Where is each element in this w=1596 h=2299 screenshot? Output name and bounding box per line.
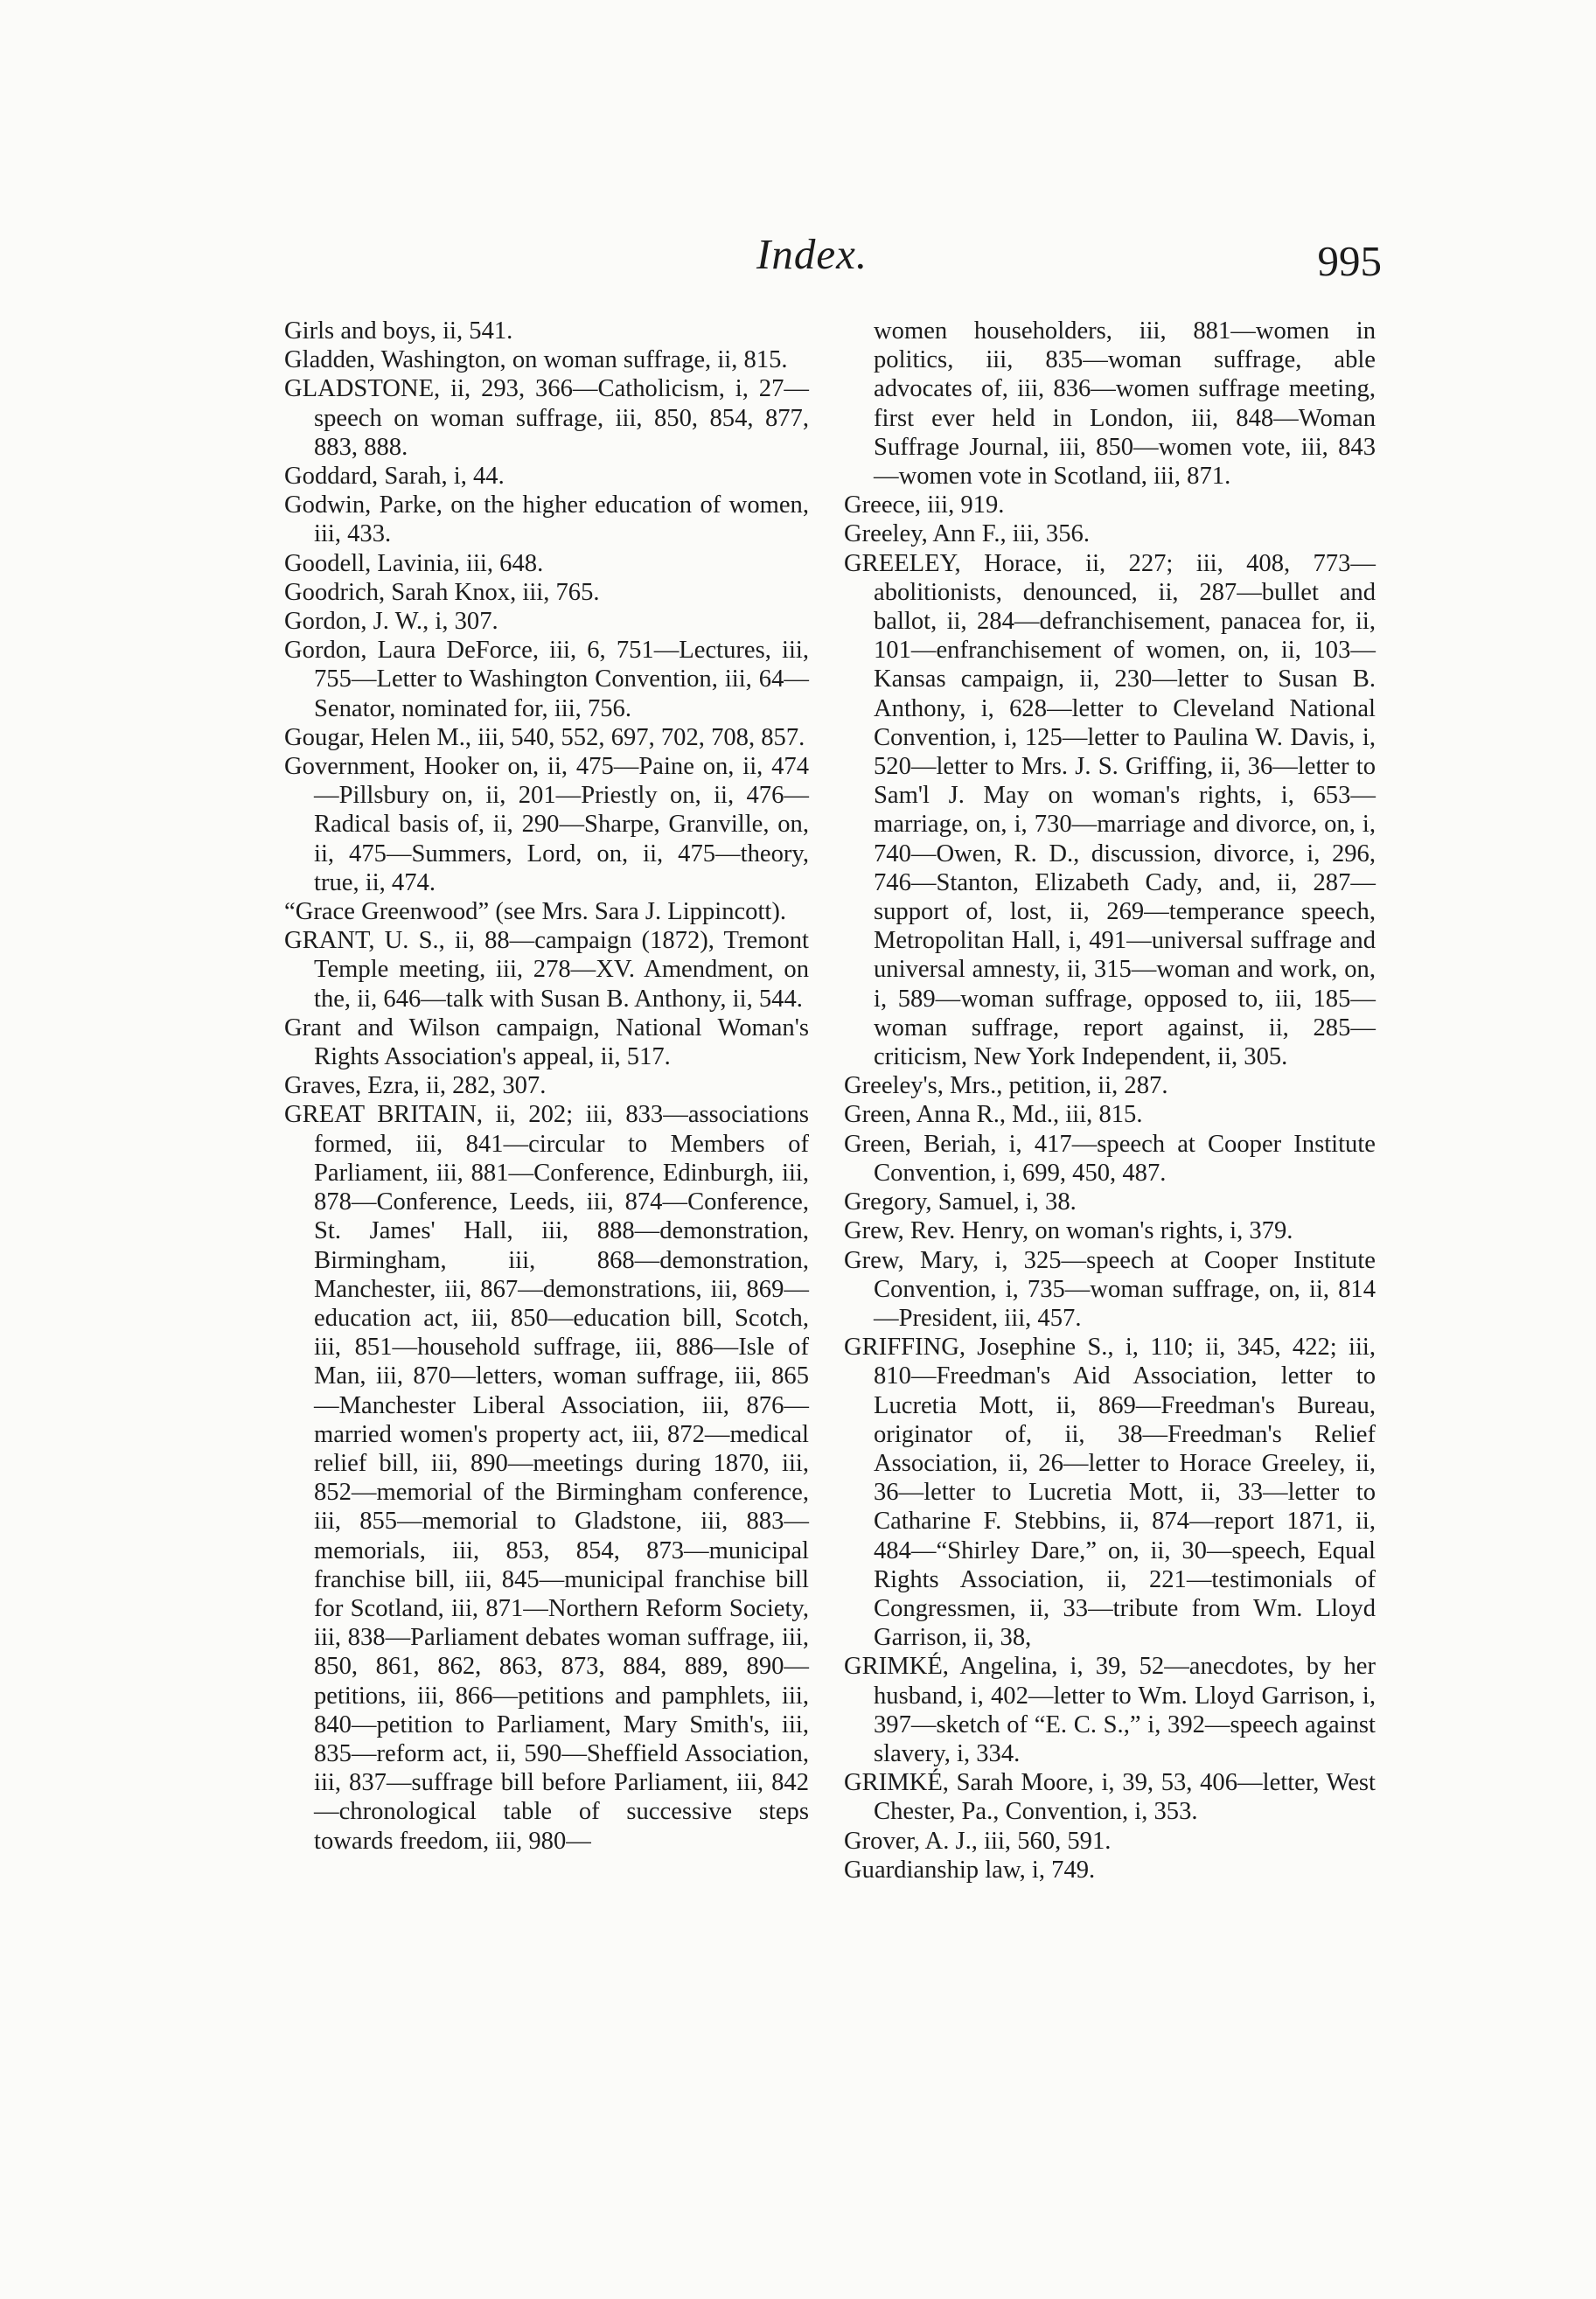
index-entry: GRIFFING, Josephine S., i, 110; ii, 345, 422; iii, 810—Freedman's Aid Association, letter to Lucretia Mott, ii, 869—Freedman's Bureau, originator of, ii, 38—Freedman's Relief Association, ii, 26—letter to Horace Greeley, ii, 36—letter to Lucretia Mott, ii, 33—letter to Catharine F. Stebbins, ii, 874—report 1871, ii, 484—“Shirley Dare,” on, ii, 30—speech, Equal Rights Association, ii, 221—testimonials of Congressmen, ii, 33—tribute from Wm. Lloyd Garrison, ii, 38, xyxy=(844,1334,1376,1652)
index-entry: Goddard, Sarah, i, 44. xyxy=(284,463,505,491)
index-entry: Grew, Rev. Henry, on woman's rights, i, 379. xyxy=(844,1217,1293,1245)
index-entry: GREAT BRITAIN, ii, 202; iii, 833—associations formed, iii, 841—circular to Members of Parliament, iii, 881—Conference, Edinburgh, iii, 878—Conference, Leeds, iii, 874—Conference, St. James' Hall, iii, 888—demonstration, Birmingham, iii, 868—demonstration, Manchester, iii, 867—demonstrations, iii, 869—education act, iii, 850—education bill, Scotch, iii, 851—household suffrage, iii, 886—Isle of Man, iii, 870—letters, woman suffrage, iii, 865—Manchester Liberal Association, iii, 876—married women's property act, iii, 872—medical relief bill, iii, 890—meetings during 1870, iii, 852—memorial of the Birmingham conference, iii, 855—memorial to Gladstone, iii, 883—memorials, iii, 853, 854, 873—municipal franchise bill, iii, 845—municipal franchise bill for Scotland, iii, 871—Northern Reform Society, iii, 838—Parliament debates woman suffrage, iii, 850, 861, 862, 863, 873, 884, 889, 890—petitions, iii, 866—petitions and pamphlets, iii, 840—petition to Parliament, Mary Smith's, iii, 835—reform act, ii, 590—Sheffield Association, iii, 837—suffrage bill before Parliament, iii, 842—chronological table of successive steps towards freedom, iii, 980— xyxy=(284,1101,809,1855)
index-entry: Goodell, Lavinia, iii, 648. xyxy=(284,549,544,577)
index-column-left xyxy=(284,317,809,1856)
index-entry: GREELEY, Horace, ii, 227; iii, 408, 773—abolitionists, denounced, ii, 287—bullet and ballot, ii, 284—defranchisement, panacea for, ii, 101—enfranchisement of women, on, ii, 103—Kansas campaign, ii, 230—letter to Susan B. Anthony, i, 628—letter to Cleveland National Convention, i, 125—letter to Paulina W. Davis, i, 520—letter to Mrs. J. S. Griffing, ii, 36—letter to Sam'l J. May on woman's rights, i, 653—marriage, on, i, 730—marriage and divorce, on, i, 740—Owen, R. D., discussion, divorce, i, 296, 746—Stanton, Elizabeth Cady, and, ii, 287—support of, lost, ii, 269—temperance speech, Metropolitan Hall, i, 491—universal suffrage and universal amnesty, ii, 315—woman and work, on, i, 589—woman suffrage, opposed to, iii, 185—woman suffrage, report against, ii, 285—criticism, New York Independent, ii, 305. xyxy=(844,549,1376,1071)
index-entry: Grover, A. J., iii, 560, 591. xyxy=(844,1827,1112,1855)
index-entry: Green, Anna R., Md., iii, 815. xyxy=(844,1101,1143,1129)
index-entry: Goodrich, Sarah Knox, iii, 765. xyxy=(284,578,600,606)
page-header xyxy=(289,229,1382,308)
index-entry: Grew, Mary, i, 325—speech at Cooper Institute Convention, i, 735—woman suffrage, on, ii, 814—President, iii, 457. xyxy=(844,1246,1376,1332)
index-entry: Godwin, Parke, on the higher education of women, iii, 433. xyxy=(284,491,809,548)
index-entry: Greeley, Ann F., iii, 356. xyxy=(844,520,1090,548)
index-entry: “Grace Greenwood” (see Mrs. Sara J. Lippincott). xyxy=(284,898,787,926)
index-entry: Gordon, Laura DeForce, iii, 6, 751—Lectures, iii, 755—Letter to Washington Convention, iii, 64—Senator, nominated for, iii, 756. xyxy=(284,637,809,722)
index-entry: Girls and boys, ii, 541. xyxy=(284,317,513,345)
index-entry: Greeley's, Mrs., petition, ii, 287. xyxy=(844,1072,1168,1100)
index-entry: GLADSTONE, ii, 293, 366—Catholicism, i, 27—speech on woman suffrage, iii, 850, 854, 877, 883, 888. xyxy=(284,375,809,461)
index-entry: Grant and Wilson campaign, National Woman's Rights Association's appeal, ii, 517. xyxy=(284,1014,809,1071)
index-entry: Gougar, Helen M., iii, 540, 552, 697, 702, 708, 857. xyxy=(284,723,805,751)
index-entry: Green, Beriah, i, 417—speech at Cooper Institute Convention, i, 699, 450, 487. xyxy=(844,1130,1376,1187)
running-title: Index. xyxy=(756,230,868,278)
index-entry: Guardianship law, i, 749. xyxy=(844,1856,1096,1884)
index-entry: GRIMKÉ, Angelina, i, 39, 52—anecdotes, by her husband, i, 402—letter to Wm. Lloyd Garrison, i, 397—sketch of “E. C. S.,” i, 392—speech against slavery, i, 334. xyxy=(844,1653,1376,1767)
index-entry: GRANT, U. S., ii, 88—campaign (1872), Tremont Temple meeting, iii, 278—XV. Amendment, on the, ii, 646—talk with Susan B. Anthony, ii, 544. xyxy=(284,927,809,1013)
index-column-right xyxy=(844,317,1376,1884)
index-entry: Graves, Ezra, ii, 282, 307. xyxy=(284,1072,547,1100)
index-entry: Gladden, Washington, on woman suffrage, ii, 815. xyxy=(284,346,788,374)
index-entry: Government, Hooker on, ii, 475—Paine on, ii, 474—Pillsbury on, ii, 201—Priestly on, ii, 476—Radical basis of, ii, 290—Sharpe, Granville, on, ii, 475—Summers, Lord, on, ii, 475—theory, true, ii, 474. xyxy=(284,753,809,896)
index-entry: Greece, iii, 919. xyxy=(844,491,1005,519)
index-entry-continued: women householders, iii, 881—women in politics, iii, 835—woman suffrage, able advocates of, iii, 836—women suffrage meeting, first ever held in London, iii, 848—Woman Suffrage Journal, iii, 850—women vote, iii, 843—women vote in Scotland, iii, 871. xyxy=(874,317,1376,491)
index-entry: Gordon, J. W., i, 307. xyxy=(284,608,498,636)
page-number: 995 xyxy=(1317,237,1382,285)
index-entry: Gregory, Samuel, i, 38. xyxy=(844,1188,1077,1216)
index-entry: GRIMKÉ, Sarah Moore, i, 39, 53, 406—letter, West Chester, Pa., Convention, i, 353. xyxy=(844,1769,1376,1826)
